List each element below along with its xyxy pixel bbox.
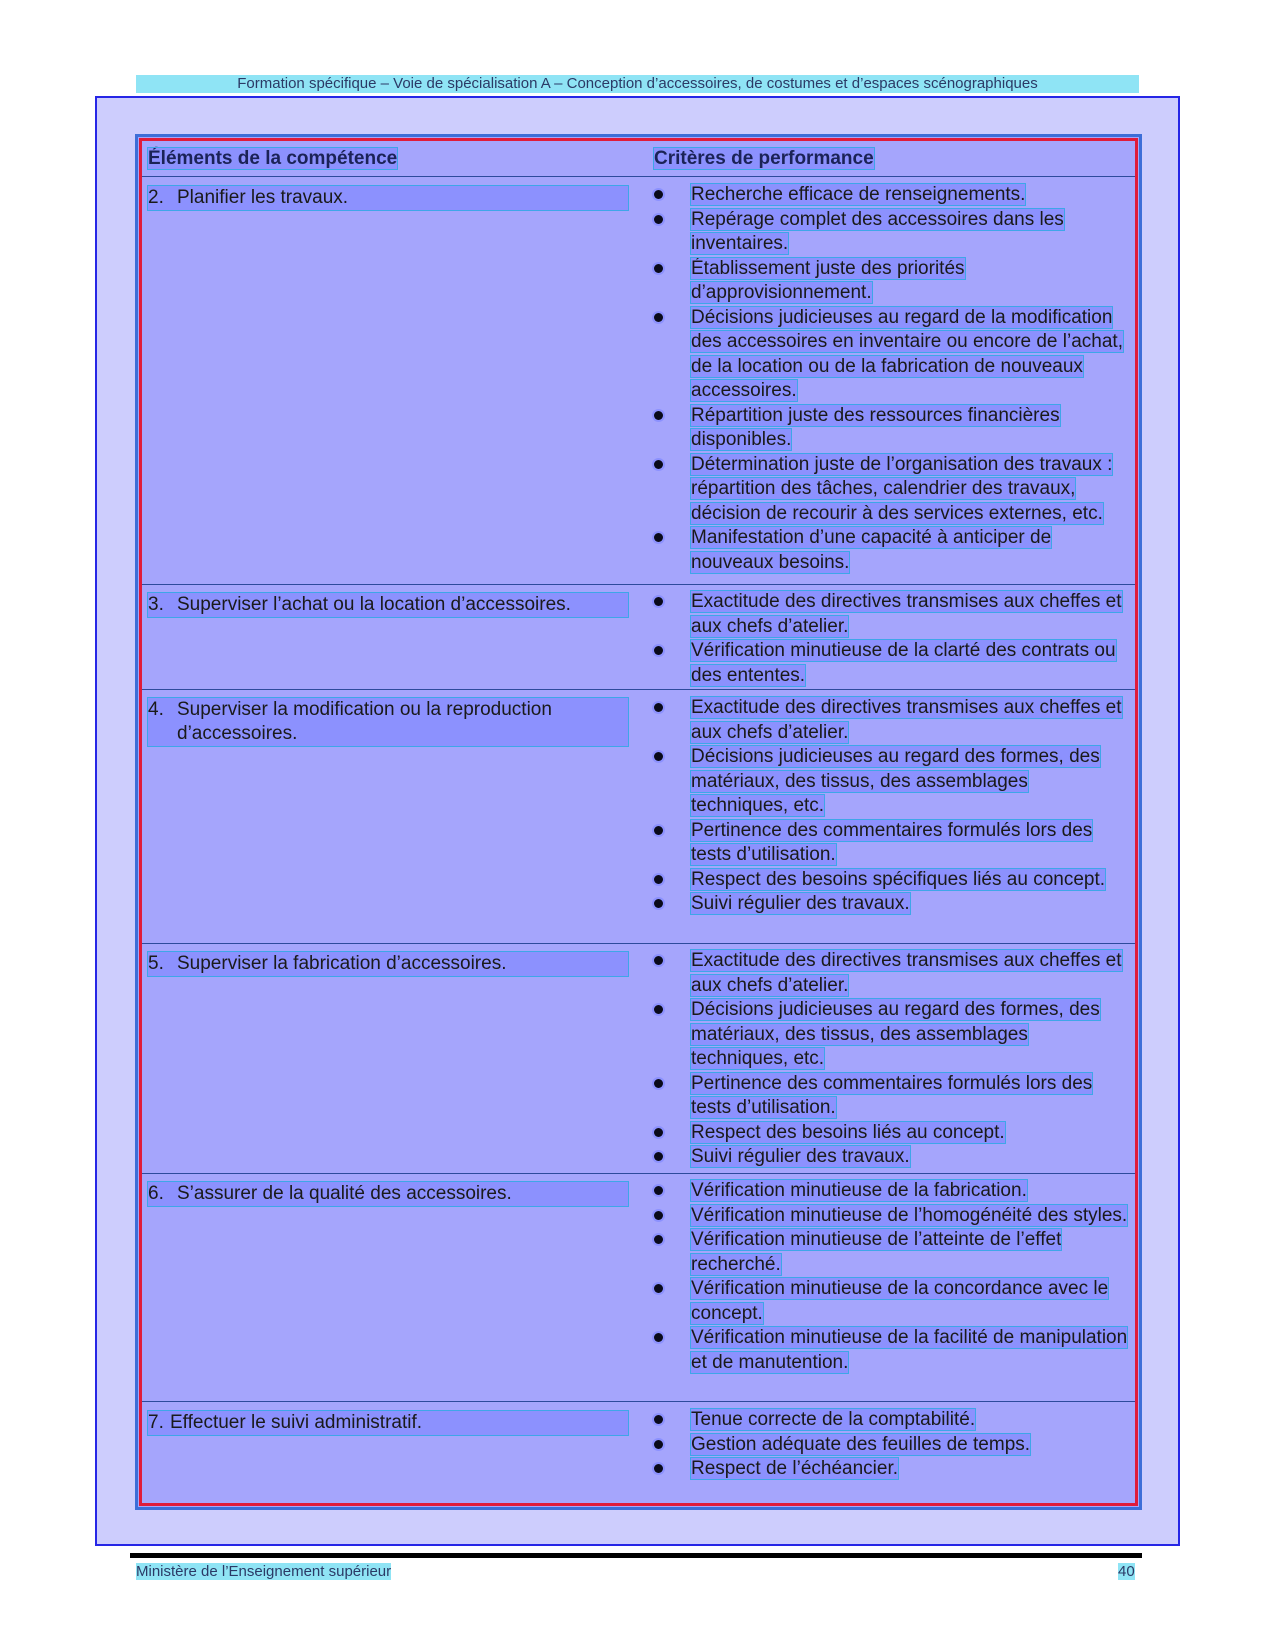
bullet-icon <box>654 1464 663 1473</box>
criteria-list <box>654 590 1129 688</box>
criteria-item: Exactitude des directives transmises aux cheffes et aux chefs d’atelier. <box>654 949 1129 998</box>
bullet-icon <box>654 1005 663 1014</box>
criteria-item: Repérage complet des accessoires dans les inventaires. <box>654 208 1129 257</box>
criteria-item: Vérification minutieuse de la concordance avec le concept. <box>654 1277 1129 1326</box>
bullet-icon <box>654 1211 663 1220</box>
competence-table-inner <box>139 138 1138 1506</box>
bullet-icon <box>654 1152 663 1161</box>
bullet-icon <box>654 1333 663 1342</box>
criteria-item: Respect des besoins spécifiques liés au concept. <box>654 868 1129 893</box>
table-header-row <box>142 141 1135 176</box>
element-text: S’assurer de la qualité des accessoires. <box>177 1183 512 1204</box>
bullet-icon <box>654 703 663 712</box>
bullet-icon <box>654 411 663 420</box>
criteria-list <box>654 1408 1129 1482</box>
element-cell <box>148 1182 628 1206</box>
element-cell <box>148 593 628 617</box>
criteria-item: Vérification minutieuse de l’homogénéité des styles. <box>654 1204 1129 1229</box>
column-header-criteria: Critères de performance <box>654 148 874 169</box>
criteria-item: Décisions judicieuses au regard des formes, des matériaux, des tissus, des assemblages techniques, etc. <box>654 998 1129 1072</box>
bullet-icon <box>654 1186 663 1195</box>
bullet-icon <box>654 1284 663 1293</box>
criteria-list <box>654 696 1129 917</box>
bullet-icon <box>654 597 663 606</box>
criteria-item: Vérification minutieuse de la facilité de manipulation et de manutention. <box>654 1326 1129 1375</box>
bullet-icon <box>654 826 663 835</box>
bullet-icon <box>654 460 663 469</box>
criteria-item: Détermination juste de l’organisation des travaux : répartition des tâches, calendrier des travaux, décision de recourir à des services externes, etc. <box>654 453 1129 527</box>
bullet-icon <box>654 1079 663 1088</box>
bullet-icon <box>654 1128 663 1137</box>
criteria-item: Établissement juste des priorités d’approvisionnement. <box>654 257 1129 306</box>
criteria-item: Suivi régulier des travaux. <box>654 892 1129 917</box>
criteria-item: Respect des besoins liés au concept. <box>654 1121 1129 1146</box>
running-header: Formation spécifique – Voie de spécialisation A – Conception d’accessoires, de costumes et d’espaces scénographiques <box>136 75 1139 93</box>
bullet-icon <box>654 1235 663 1244</box>
bullet-icon <box>654 646 663 655</box>
table-row <box>142 943 1135 1174</box>
element-text: Superviser la modification ou la reproduction d’accessoires. <box>177 699 552 744</box>
bullet-icon <box>654 752 663 761</box>
criteria-list <box>654 949 1129 1170</box>
bullet-icon <box>654 899 663 908</box>
criteria-list <box>654 183 1129 575</box>
bullet-icon <box>654 264 663 273</box>
bullet-icon <box>654 190 663 199</box>
criteria-item: Pertinence des commentaires formulés lors des tests d’utilisation. <box>654 1072 1129 1121</box>
element-text: Planifier les travaux. <box>177 187 349 208</box>
criteria-item: Vérification minutieuse de la fabrication. <box>654 1179 1129 1204</box>
element-cell <box>148 1411 628 1435</box>
criteria-item: Décisions judicieuses au regard des formes, des matériaux, des tissus, des assemblages techniques, etc. <box>654 745 1129 819</box>
table-row <box>142 1173 1135 1402</box>
element-number: 4. <box>148 699 164 720</box>
footer-divider <box>130 1553 1142 1558</box>
bullet-icon <box>654 1440 663 1449</box>
bullet-icon <box>654 875 663 884</box>
element-number: 6. <box>148 1183 164 1204</box>
element-cell <box>148 698 628 746</box>
criteria-item: Manifestation d’une capacité à anticiper de nouveaux besoins. <box>654 526 1129 575</box>
footer-ministry: Ministère de l’Enseignement supérieur <box>136 1563 392 1580</box>
bullet-icon <box>654 533 663 542</box>
criteria-item: Gestion adéquate des feuilles de temps. <box>654 1433 1129 1458</box>
criteria-item: Vérification minutieuse de la clarté des contrats ou des ententes. <box>654 639 1129 688</box>
criteria-item: Vérification minutieuse de l’atteinte de l’effet recherché. <box>654 1228 1129 1277</box>
element-cell <box>148 186 628 210</box>
criteria-item: Exactitude des directives transmises aux cheffes et aux chefs d’atelier. <box>654 590 1129 639</box>
competence-table <box>135 134 1142 1510</box>
criteria-item: Tenue correcte de la comptabilité. <box>654 1408 1129 1433</box>
page-number: 40 <box>1118 1563 1135 1580</box>
element-number: 3. <box>148 594 164 615</box>
table-row <box>142 689 1135 944</box>
element-text: Superviser la fabrication d’accessoires. <box>177 953 507 974</box>
element-number: 5. <box>148 953 164 974</box>
element-text: Effectuer le suivi administratif. <box>170 1412 423 1433</box>
criteria-item: Respect de l’échéancier. <box>654 1457 1129 1482</box>
criteria-item: Répartition juste des ressources financières disponibles. <box>654 404 1129 453</box>
criteria-item: Pertinence des commentaires formulés lors des tests d’utilisation. <box>654 819 1129 868</box>
criteria-item: Décisions judicieuses au regard de la modification des accessoires en inventaire ou encore de l’achat, de la location ou de la fabrication de nouveaux accessoires. <box>654 306 1129 404</box>
element-number: 7. <box>148 1412 164 1433</box>
column-header-elements: Éléments de la compétence <box>148 148 398 169</box>
element-number: 2. <box>148 187 164 208</box>
criteria-item: Recherche efficace de renseignements. <box>654 183 1129 208</box>
bullet-icon <box>654 313 663 322</box>
table-row <box>142 1401 1135 1508</box>
table-row <box>142 176 1135 585</box>
bullet-icon <box>654 215 663 224</box>
criteria-item: Exactitude des directives transmises aux cheffes et aux chefs d’atelier. <box>654 696 1129 745</box>
criteria-list <box>654 1179 1129 1375</box>
table-row <box>142 584 1135 690</box>
element-cell <box>148 952 628 976</box>
criteria-item: Suivi régulier des travaux. <box>654 1145 1129 1170</box>
element-text: Superviser l’achat ou la location d’accessoires. <box>177 594 571 615</box>
bullet-icon <box>654 956 663 965</box>
bullet-icon <box>654 1415 663 1424</box>
